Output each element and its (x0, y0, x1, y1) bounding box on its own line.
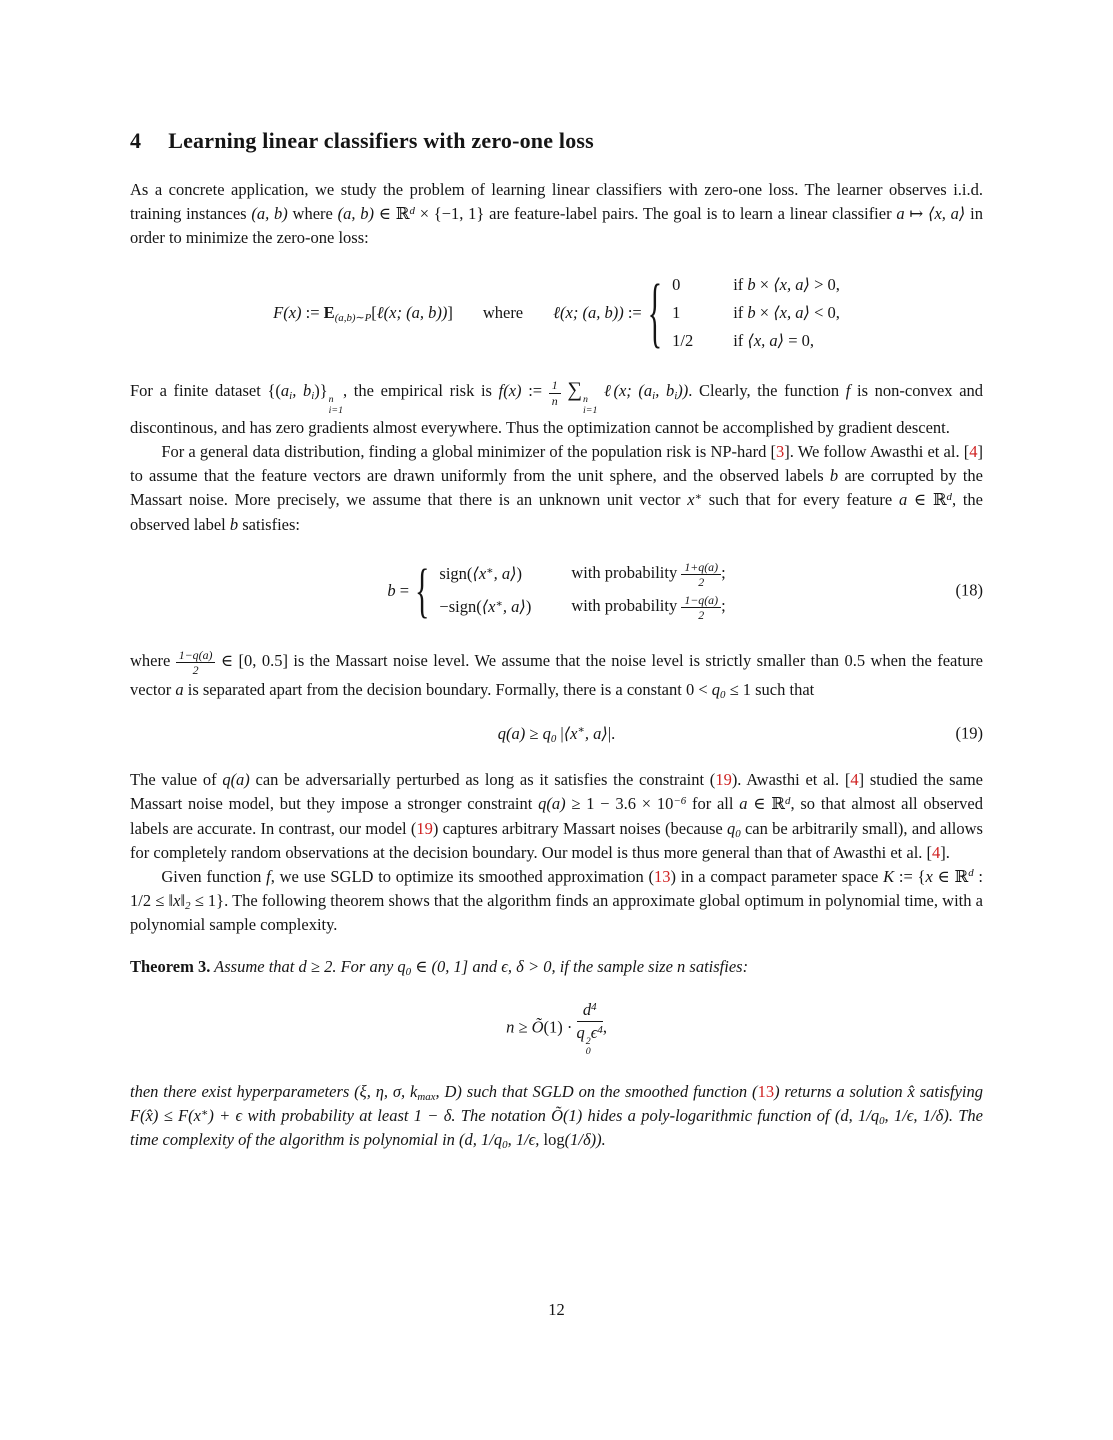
text-run: < 0, (809, 302, 840, 322)
text-run: [ (371, 302, 377, 322)
text-run: is non-convex and discontinous, and has zero gradients almost everywhere. Thus the optimization cannot be accomplished by gradient descent. (130, 381, 984, 438)
math-run: ⟨x, a⟩ (928, 204, 966, 224)
subscript: 0 (879, 1115, 885, 1128)
paragraph-sgld-setup (130, 865, 983, 937)
superscript: d (968, 867, 974, 880)
fraction: $\frac{1}{n}$ (549, 378, 561, 408)
eq-lhs (273, 301, 453, 326)
italic-run: ) returns a solution (774, 1082, 908, 1102)
text-run: × (755, 275, 774, 295)
text-run: ≥ (514, 1017, 532, 1037)
operator-symbol: ∑ (567, 379, 583, 402)
case-row (439, 560, 725, 590)
math-run: , D (435, 1082, 457, 1102)
math-run: d (582, 999, 592, 1019)
math-run: q (397, 956, 406, 976)
subscript: i (674, 390, 678, 403)
italic-run: > 0, if the sample size (523, 956, 678, 976)
italic-run: . The notation (451, 1106, 552, 1126)
case-row (672, 329, 840, 354)
math-run: n (677, 956, 686, 976)
subscript: 2 (185, 899, 191, 912)
text-run: := { (894, 866, 926, 886)
text-run: ≥ 1 − 3.6 × 10 (565, 794, 674, 814)
italic-run: ). The time complexity of the algorithm is polynomial in ( (130, 1106, 983, 1150)
paragraph-empirical-risk (130, 378, 983, 440)
text-run: if (733, 302, 748, 322)
subscript: 0 (735, 827, 741, 840)
equation-tag: (18) (955, 580, 983, 600)
superscript: d (409, 204, 415, 217)
text-run: if (733, 330, 748, 350)
math-run: b (829, 466, 839, 486)
paragraph-noise-level (130, 648, 983, 702)
citation-link[interactable]: 4 (969, 442, 978, 462)
case-value (672, 301, 733, 326)
math-run: ⟨x (481, 597, 496, 617)
fraction: $\frac{1+q(a)}{2}$ (681, 560, 721, 590)
text-run: ∈ [0, 0.5] is the Massart noise level. We assume that the noise level is strictly smaller than 0.5 when the feature vector (130, 650, 984, 699)
text-run: ; (721, 595, 726, 615)
text-run: in order to minimize the zero-one loss: (130, 204, 983, 248)
math-run: f (845, 381, 851, 401)
math-run: )) (677, 381, 689, 401)
citation-link[interactable]: 19 (715, 770, 732, 790)
math-run: ⟨x (563, 723, 578, 743)
text-run: ∈ ℝ (374, 204, 410, 224)
text-run: where (287, 204, 338, 224)
italic-run: Assume that (210, 956, 299, 976)
superscript: −6 (673, 795, 687, 807)
text-run: , the empirical risk is (343, 381, 499, 401)
paragraph-theorem-body (130, 1080, 983, 1152)
case-condition (571, 560, 725, 590)
eq-body (506, 999, 607, 1058)
math-run: q (726, 818, 736, 838)
math-run: x (687, 490, 695, 510)
text-run: × (755, 302, 774, 322)
subscript: max (417, 1091, 436, 1104)
equation-tag: (19) (955, 723, 983, 743)
equation-18 (130, 557, 983, 626)
text-run: ) captures arbitrary Massart noises (because (432, 818, 727, 838)
fraction: $\frac{1-q(a)}{2}$ (681, 593, 721, 623)
text-run: with probability (571, 562, 682, 582)
eq-where-label (483, 301, 523, 326)
text-run: ] studied the same Massart noise model, but they impose a stronger constraint (130, 770, 984, 814)
math-run: q (576, 1023, 585, 1043)
text-run: × {−1, 1} are feature-label pairs. The goal is to learn a linear classifier (414, 204, 897, 224)
text-run: where (130, 650, 176, 670)
text-run: . Clearly, the function (688, 381, 846, 401)
math-run: x̂ (907, 1082, 915, 1102)
italic-run: ≥ 2. For any (306, 956, 398, 976)
math-run: b (747, 275, 756, 295)
citation-link[interactable]: 4 (850, 770, 859, 790)
text-run: := (521, 381, 549, 401)
text-run: |. (607, 723, 616, 743)
text-run: log (543, 1130, 565, 1150)
text-run: is separated apart from the decision boundary. Formally, there is a constant 0 < (183, 679, 712, 699)
eq-body (498, 722, 615, 747)
superscript: ∗ (486, 564, 494, 577)
text-run: , (602, 1017, 607, 1037)
text-run: 1/2 (672, 330, 694, 350)
sup-sub-stack: n i=1 (328, 393, 344, 416)
text-run: ] to assume that the feature vectors are drawn uniformly from the unit sphere, and the observed labels (130, 442, 983, 486)
case-row (672, 301, 840, 326)
math-run: , 1/ϵ, 1/δ (884, 1106, 944, 1126)
section-number: 4 (130, 128, 142, 153)
math-run: , a⟩ (493, 564, 517, 584)
italic-run: then there exist hyperparameters ( (130, 1082, 360, 1102)
superscript: ∗ (200, 1106, 209, 1119)
citation-link[interactable]: 19 (416, 818, 433, 838)
superscript: ∗ (495, 597, 503, 610)
math-run: b (229, 514, 239, 534)
text-run: ≤ 1 such that (725, 679, 815, 699)
text-run: such that for every feature (701, 490, 899, 510)
cases-rows (439, 557, 725, 626)
text-run: are corrupted by the Massart noise. More precisely, we assume that there is an unknown unit vector (130, 466, 983, 510)
eq-rhs (553, 301, 642, 326)
text-run: := (301, 302, 324, 322)
math-run: d, 1/q (840, 1106, 880, 1126)
math-run: a (739, 794, 748, 814)
italic-run: ≤ (158, 1106, 179, 1126)
math-run: a (280, 381, 290, 401)
text-run: : 1/2 ≤ ‖ (130, 866, 983, 910)
left-brace-icon: { (647, 270, 663, 357)
math-run: K (883, 866, 895, 886)
math-run: ⟨x, a⟩ (773, 302, 810, 322)
math-run: ) (208, 1106, 214, 1126)
text-run: ) (525, 597, 532, 617)
superscript: d (946, 491, 952, 504)
math-run: Õ (531, 1017, 544, 1037)
text-run: = 0, (784, 330, 815, 350)
bold-run: Theorem 3. (130, 956, 211, 976)
paragraph-intro (130, 178, 983, 250)
text-run: ≥ (525, 723, 543, 743)
text-run: ) (516, 564, 523, 584)
citation-link[interactable]: 13 (757, 1082, 775, 1102)
case-row (672, 273, 840, 298)
text-run: := (623, 302, 642, 322)
subscript: 0 (502, 1139, 508, 1152)
text-run: For a general data distribution, finding a global minimizer of the population risk is NP-hard [ (161, 442, 777, 462)
section-title: Learning linear classifiers with zero-one loss (168, 128, 594, 153)
citation-link[interactable]: 4 (932, 842, 941, 862)
italic-run: satisfying (914, 1082, 984, 1102)
text-run: where (482, 302, 524, 322)
subscript: 0 (405, 965, 412, 978)
math-run: Õ (551, 1106, 564, 1126)
text-run: ≤ 1}. The following theorem shows that the algorithm finds an approximate global optimum in polynomial time, with a polynomial sample complexity. (130, 890, 983, 934)
math-run: q(a) (222, 770, 250, 790)
cases-group (642, 270, 840, 356)
text-run: can be adversarially perturbed as long as it satisfies the constraint ( (249, 770, 716, 790)
math-run: (1/δ) (564, 1130, 597, 1150)
text-run: ‖ (180, 890, 186, 910)
text-run: ∈ ℝ (747, 794, 786, 814)
math-run: F(x (178, 1106, 201, 1126)
subscript: (a,b)∼P (334, 312, 372, 325)
math-run: , a⟩ (584, 723, 608, 743)
subscript: 0 (550, 732, 557, 745)
case-value (439, 560, 571, 590)
text-run: if (733, 275, 748, 295)
italic-run: satisfies: (685, 956, 749, 976)
math-run: q(a) (538, 794, 566, 814)
italic-run: with probability at least (242, 1106, 414, 1126)
text-run: −sign( (439, 597, 482, 617)
math-run: a (898, 490, 908, 510)
math-run: ⟨x, a⟩ (747, 330, 785, 350)
superscript: ∗ (577, 724, 585, 737)
italic-run: ∈ (0, 1] and (411, 956, 502, 976)
text-run: ) in a compact parameter space (670, 866, 884, 886)
equation-19 (130, 722, 983, 747)
text-run: | (556, 723, 564, 743)
math-run: F(x̂) (130, 1106, 159, 1126)
text-run: , the observed label (130, 490, 983, 534)
citation-link[interactable]: 3 (776, 442, 785, 462)
text-run: Given function (161, 866, 267, 886)
math-run: a (896, 204, 905, 224)
sup-sub-stack: n i=1 (583, 393, 598, 416)
math-run: ϵ (235, 1106, 243, 1126)
text-run: = (395, 580, 409, 600)
math-run: , b (292, 381, 312, 401)
math-run: a (175, 679, 184, 699)
math-run: x (173, 890, 181, 910)
math-run: d, 1/q (464, 1130, 503, 1150)
math-run: q(a) (497, 723, 526, 743)
italic-run: ) such that SGLD on the smoothed function ( (456, 1082, 758, 1102)
math-run: d (298, 956, 307, 976)
cases-group (409, 557, 726, 626)
math-run: F(x) (273, 302, 302, 322)
text-run: ). Awasthi et al. [ (731, 770, 851, 790)
math-run: ℓ(x; (a (597, 381, 653, 401)
subscript: 0 (720, 688, 726, 701)
text-run: for all (686, 794, 740, 814)
case-value (672, 329, 733, 354)
case-condition (733, 301, 840, 326)
math-run: (a, b) (251, 204, 288, 224)
math-run: f(x) (498, 381, 522, 401)
case-condition (733, 273, 840, 298)
math-run: ℓ(x; (a, b)) (553, 302, 624, 322)
text-run: ]. We follow Awasthi et al. [ (784, 442, 970, 462)
math-run: ξ, η, σ, k (359, 1082, 418, 1102)
equation-sample-size (130, 999, 983, 1058)
math-run: ⟨x, a⟩ (773, 275, 810, 295)
italic-run: + (213, 1106, 236, 1126)
sup-sub-stack: 2 0 (585, 1035, 591, 1058)
text-run: > 0, (809, 275, 840, 295)
math-run: b (387, 580, 396, 600)
subscript: i (652, 390, 656, 403)
text-run: sign( (439, 564, 473, 584)
case-value (672, 273, 733, 298)
section-heading (130, 128, 983, 154)
citation-link[interactable]: 13 (653, 866, 671, 886)
case-condition (571, 593, 725, 623)
text-run: ] (447, 302, 453, 322)
text-run: For a finite dataset {( (130, 381, 281, 401)
math-run: n (506, 1017, 515, 1037)
subscript: i (311, 390, 315, 403)
math-run: ϵ (590, 1023, 598, 1043)
superscript: 4 (591, 1000, 597, 1013)
text-run: )} (314, 381, 328, 401)
left-brace-icon: { (415, 558, 430, 625)
fraction: $\frac{1-q(a)}{2}$ (176, 648, 216, 678)
math-run: , b (655, 381, 675, 401)
paragraph-constraint-discussion (130, 768, 983, 864)
text-run: ; (721, 562, 726, 582)
math-run: ⟨x (472, 564, 487, 584)
text-run: ]. (940, 842, 950, 862)
math-run: ϵ, δ (501, 956, 524, 976)
blackboard-symbol: E (323, 302, 335, 322)
superscript: 4 (597, 1023, 603, 1036)
math-run: q (542, 723, 551, 743)
math-run: ℓ(x; (a, b)) (376, 302, 448, 322)
math-run: q (711, 679, 720, 699)
math-run: b (747, 302, 756, 322)
theorem-3 (130, 955, 983, 979)
text-run: 1 (672, 302, 681, 322)
text-run: ↦ (904, 204, 929, 224)
cases-rows (672, 270, 840, 356)
superscript: ∗ (694, 491, 702, 504)
case-row (439, 593, 725, 623)
text-run: satisfies: (238, 514, 301, 534)
text-run: As a concrete application, we study the problem of learning linear classifiers with zero-one loss. The learner observes i.i.d. training instances (130, 180, 983, 224)
text-run: (1) · (543, 1017, 577, 1037)
text-run: ∈ ℝ (907, 490, 947, 510)
text-run: , we use SGLD to optimize its smoothed approximation ( (270, 866, 654, 886)
math-run: , 1/ϵ, (507, 1130, 544, 1150)
math-run: f (266, 866, 271, 886)
page-number: 12 (548, 1300, 565, 1319)
text-run: with probability (571, 595, 682, 615)
subscript: i (289, 390, 293, 403)
text-run: The value of (130, 770, 223, 790)
case-value (439, 593, 571, 623)
paragraph-massart-noise (130, 440, 983, 536)
math-run: (a, b) (337, 204, 375, 224)
text-run: can be arbitrarily small), and allows for completely random observations at the decision boundary. Our model is thus more general than that of Awasthi et al. [ (130, 818, 983, 862)
case-condition (733, 329, 840, 354)
italic-run: ). (596, 1130, 606, 1150)
text-run: , so that almost all observed labels are accurate. In contrast, our model ( (130, 794, 983, 838)
text-run: ∈ ℝ (932, 866, 969, 886)
eq-lhs (387, 579, 409, 604)
superscript: d (785, 795, 791, 807)
italic-run: (1) hides a poly-logarithmic function of ( (563, 1106, 841, 1126)
text-run: 0 (672, 275, 681, 295)
math-run: 1 − δ (413, 1106, 452, 1126)
equation-loss-definition (130, 270, 983, 356)
math-run: , a⟩ (502, 597, 526, 617)
fraction (577, 999, 603, 1058)
math-run: x (925, 866, 933, 886)
